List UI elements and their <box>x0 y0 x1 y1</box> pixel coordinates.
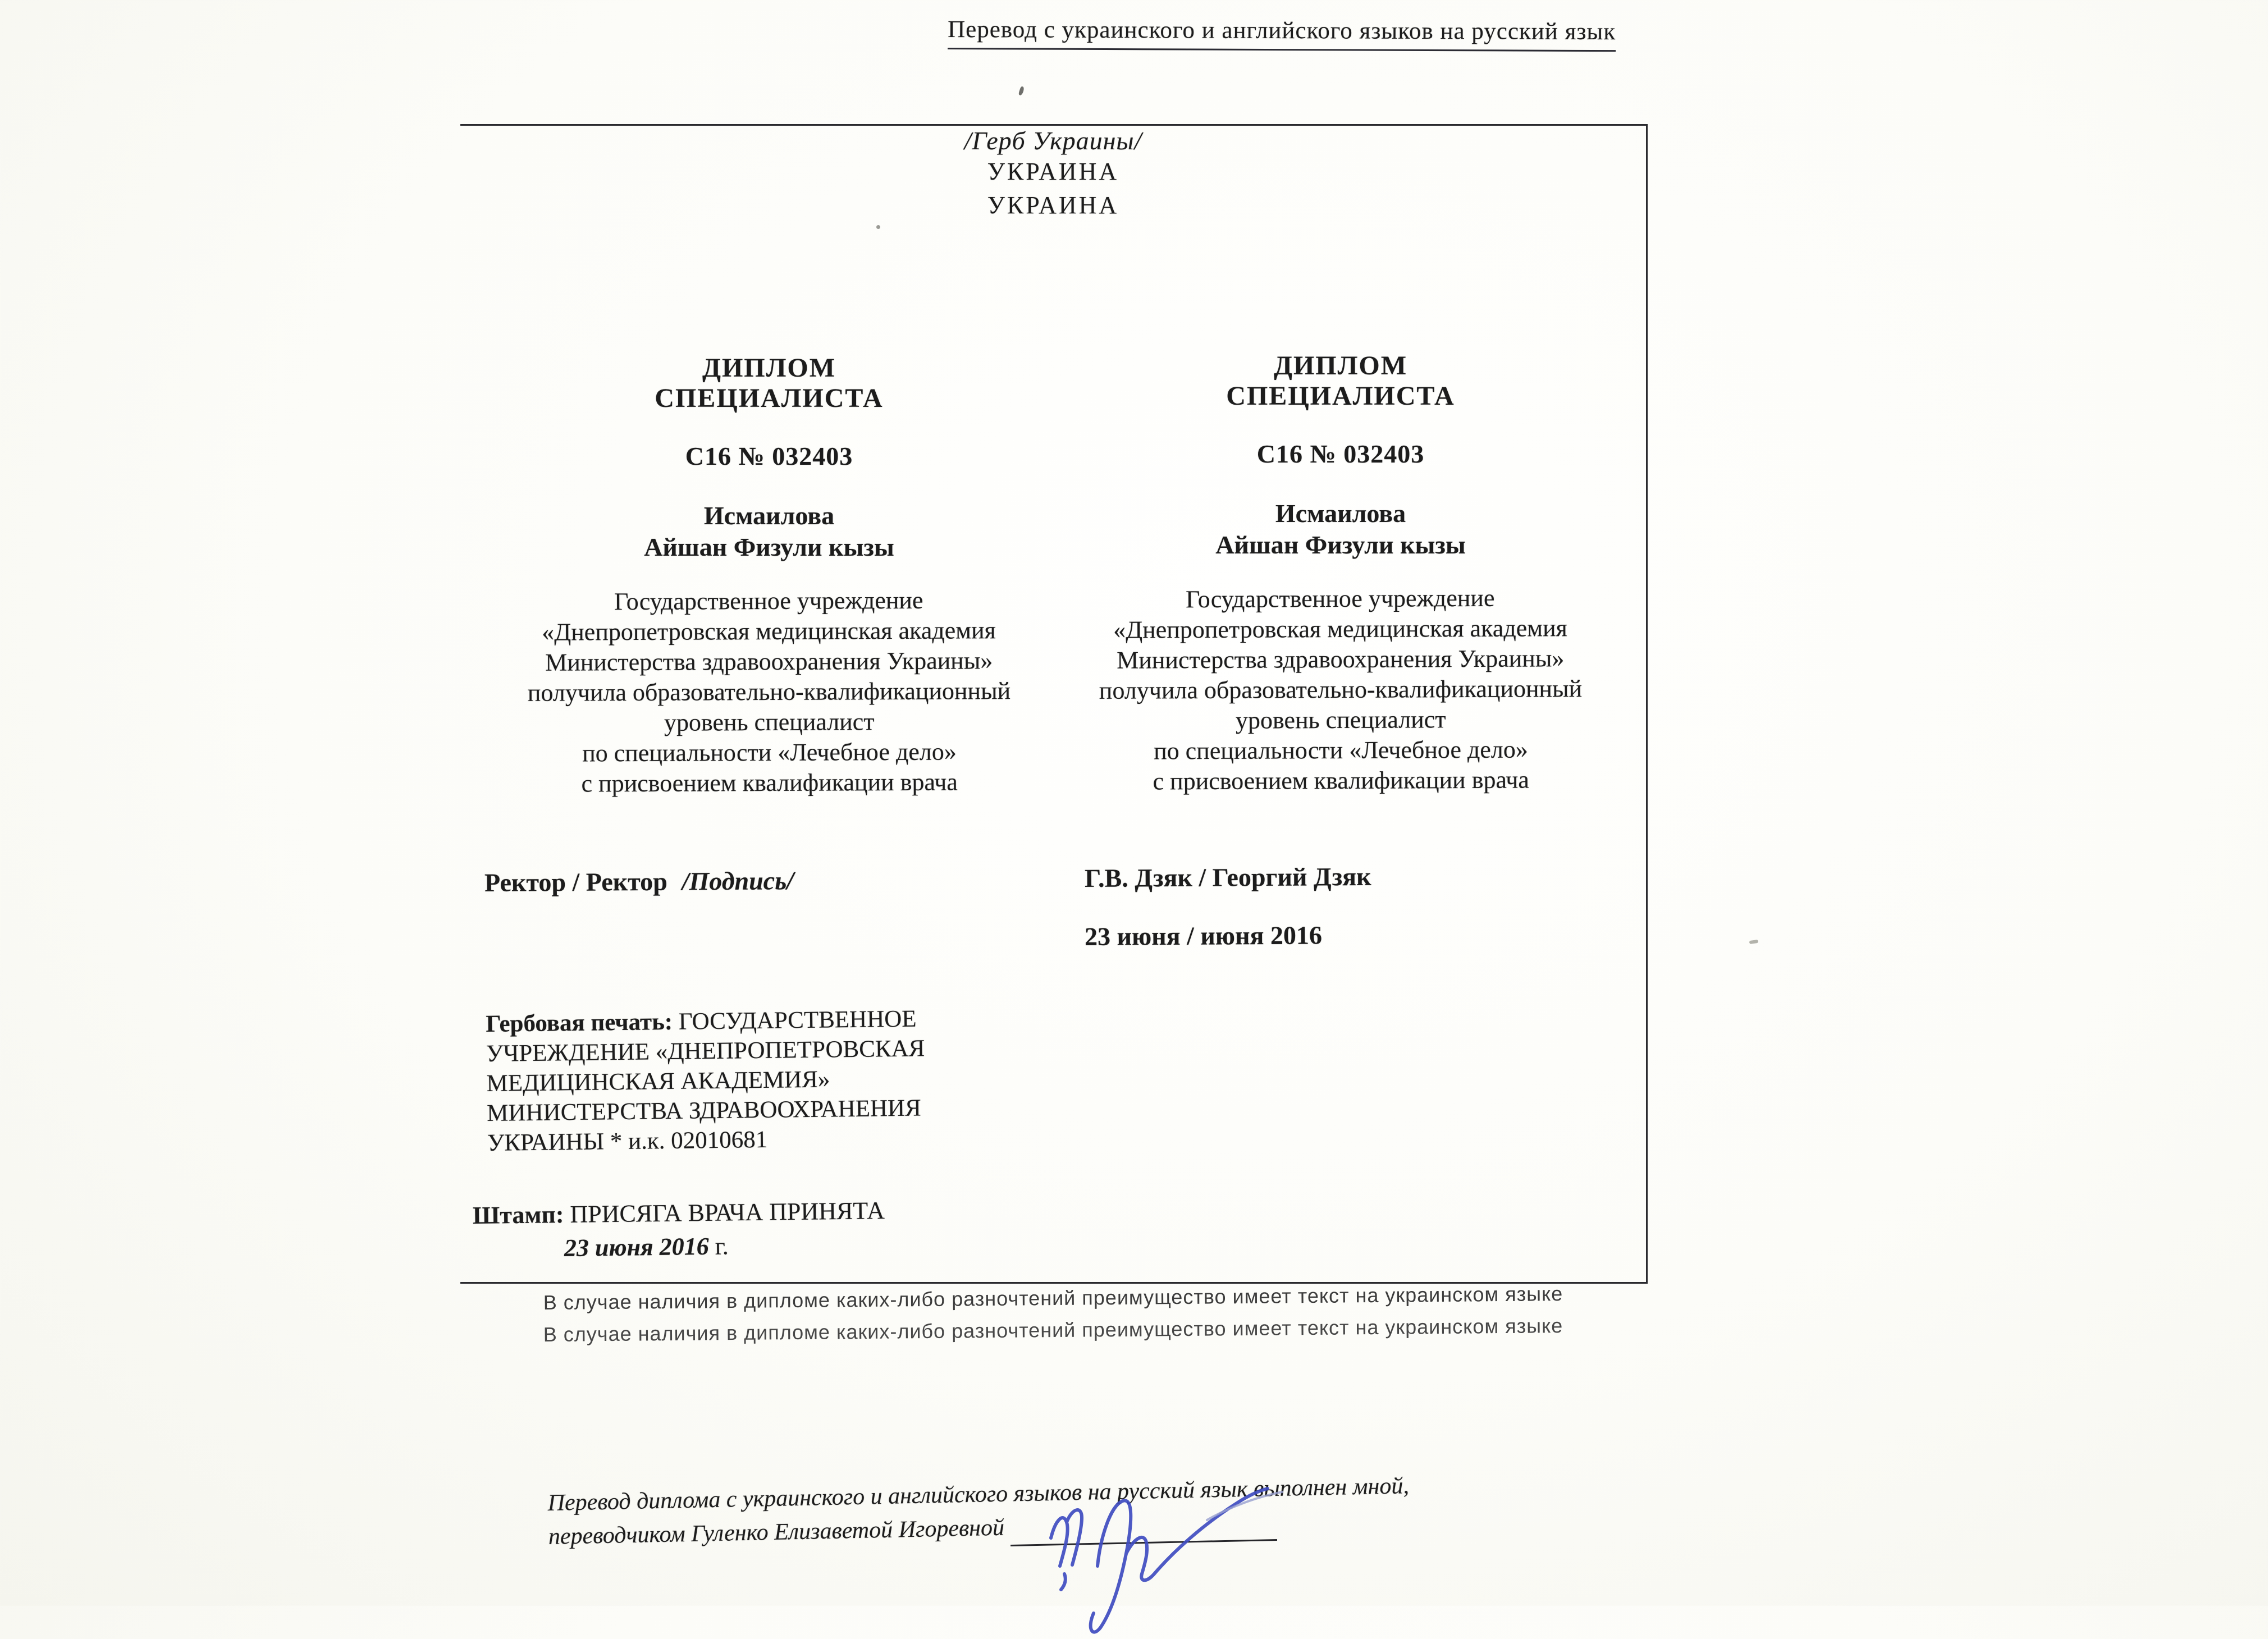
scan-speck <box>1018 86 1025 95</box>
holder-name-right: Айшан Физули кызы <box>1215 530 1466 559</box>
rector-name: Г.В. Дзяк / Георгий Дзяк <box>1084 862 1371 892</box>
country-name-line1: УКРАИНА <box>987 158 1119 185</box>
discrepancy-note-line1: В случае наличия в дипломе каких-либо разночтений преимущество имеет текст на украинском языке <box>543 1282 1563 1314</box>
translator-statement: Перевод диплома с украинского и английского языков на русский язык выполнен мной, переводчиком Гуленко Елизаветой Игоревной <box>547 1473 1410 1550</box>
diploma-number-left: С16 № 032403 <box>685 442 853 470</box>
diploma-number-right: С16 № 032403 <box>1256 439 1425 468</box>
seal-transcription: Гербовая печать: ГОСУДАРСТВЕННОЕ УЧРЕЖДЕНИЕ «ДНЕПРОПЕТРОВСКАЯ МЕДИЦИНСКАЯ АКАДЕМИЯ» МИНИСТЕРСТВА ЗДРАВООХРАНЕНИЯ УКРАИНЫ * и.к. 02010681 <box>486 1005 925 1156</box>
diploma-title-left-line1: ДИПЛОМ <box>702 353 836 383</box>
diploma-body-right: Государственное учреждение «Днепропетровская медицинская академия Министерства здравоохранения Украины» получила образовательно-квалификационный уровень специалист по специальности «Лечебное дело» с присвоением квалификации врача <box>1099 584 1583 795</box>
diploma-title-left-line2: СПЕЦИАЛИСТА <box>655 383 884 413</box>
stamp-label: Штамп: <box>472 1201 564 1229</box>
stamp-transcription: Штамп: ПРИСЯГА ВРАЧА ПРИНЯТА <box>472 1197 885 1229</box>
rector-signature-line: Ректор / Ректор /Подпись/ <box>484 866 794 897</box>
signature-placeholder-note: /Подпись/ <box>682 866 794 896</box>
coat-of-arms-note: /Герб Украины/ <box>964 126 1142 155</box>
discrepancy-note-line2: В случае наличия в дипломе каких-либо разночтений преимущество имеет текст на украинском языке <box>543 1314 1563 1346</box>
scan-speck <box>1749 940 1759 944</box>
diploma-body-left: Государственное учреждение «Днепропетровская медицинская академия Министерства здравоохранения Украины» получила образовательно-квалификационный уровень специалист по специальности «Лечебное дело» с присвоением квалификации врача <box>527 586 1011 798</box>
seal-label: Гербовая печать: <box>486 1008 673 1037</box>
translation-header: Перевод с украинского и английского языков на русский язык <box>948 16 1616 52</box>
issue-date: 23 июня / июня 2016 <box>1084 921 1323 951</box>
handwritten-signature <box>1016 1454 1308 1639</box>
scan-speck <box>876 225 880 229</box>
holder-surname-right: Исмаилова <box>1275 499 1406 528</box>
country-name-line2: УКРАИНА <box>987 191 1119 219</box>
holder-surname-left: Исмаилова <box>703 501 835 530</box>
diploma-title-right-line1: ДИПЛОМ <box>1273 351 1408 381</box>
diploma-title-right-line2: СПЕЦИАЛИСТА <box>1226 381 1455 411</box>
stamp-date: 23 июня 2016 г. <box>564 1232 729 1262</box>
holder-name-left: Айшан Физули кызы <box>644 533 894 561</box>
